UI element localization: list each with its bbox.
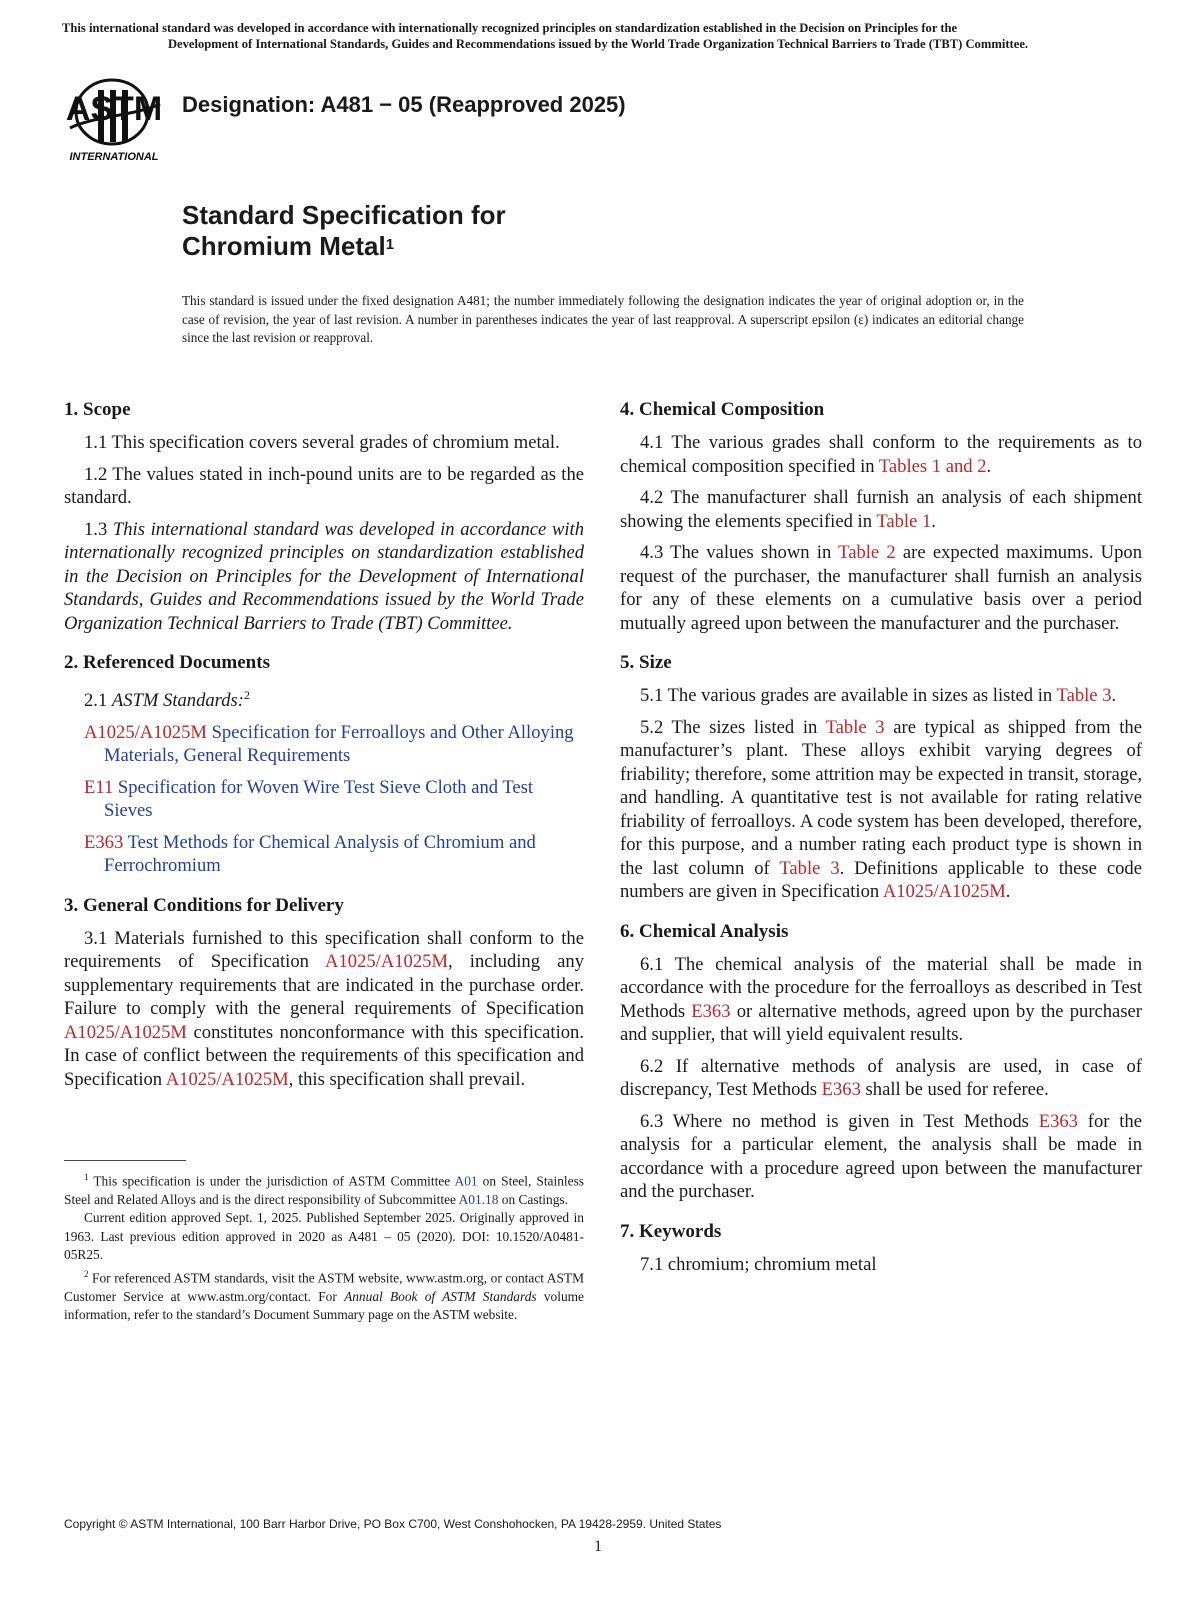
section-heading: 4. Chemical Composition <box>620 399 825 420</box>
table-link[interactable]: Table 3 <box>1056 685 1112 706</box>
text: , including any supplementary requirements that are indicated in the purchase order. Failure to comply with the general requirements of Specification <box>64 951 584 1020</box>
test-method-link[interactable]: E363 <box>1038 1110 1078 1132</box>
section-keywords <box>620 1220 1142 1277</box>
section-scope <box>64 398 584 635</box>
paragraph <box>620 716 1142 904</box>
footnote-mark: 2 <box>84 1268 89 1279</box>
text: on Steel, Stainless Steel and Related Alloys and is the direct responsibility of Subcommittee <box>64 1173 584 1207</box>
title-line-2 <box>182 231 506 262</box>
footnote-mark: 2 <box>243 688 250 702</box>
paragraph <box>64 927 584 1092</box>
title-footnote-mark: 1 <box>385 236 395 253</box>
text: 6.1 The chemical analysis of the material shall be made in accordance with the procedure for the ferroalloys as described in Test Methods <box>620 953 1142 1022</box>
reference-title[interactable]: Test Methods for Chemical Analysis of Chromium and Ferrochromium <box>104 831 536 877</box>
reference-title[interactable]: Specification for Woven Wire Test Sieve Cloth and Test Sieves <box>104 776 534 822</box>
paragraph: 7.1 chromium; chromium metal <box>640 1253 877 1275</box>
table-link[interactable]: Table 3 <box>825 716 885 738</box>
text: This specification is under the jurisdiction of ASTM Committee <box>88 1173 455 1189</box>
paragraph <box>64 684 584 713</box>
text: on Castings. <box>498 1191 568 1207</box>
reference-title[interactable]: Specification for Ferroalloys and Other Alloying Materials, General Requirements <box>104 721 574 767</box>
paragraph <box>620 953 1142 1047</box>
footnote-1 <box>64 1168 584 1209</box>
test-method-link[interactable]: E363 <box>691 1000 731 1022</box>
section-heading: 1. Scope <box>64 399 131 420</box>
reference-link[interactable]: A1025/A1025M <box>84 721 207 743</box>
preamble: This standard is issued under the fixed designation A481; the number immediately following the designation indicates the year of original adoption or, in the case of revision, the year of last revision. A number in parentheses indicates the year of last reapproval. A superscript epsilon (ε) indicates an editorial change since the last revision or reapproval. <box>182 293 1024 345</box>
spec-link[interactable]: A1025/A1025M <box>882 881 1006 902</box>
paragraph <box>620 1110 1142 1204</box>
text: shall be used for referee. <box>860 1079 1049 1100</box>
text: For referenced ASTM standards, visit the ASTM website, www.astm.org, or contact ASTM Customer Service at www.astm.org/contact. For <box>64 1270 584 1304</box>
wto-notice <box>62 20 1134 52</box>
italic-text: This international standard was developed in accordance with internationally recognized principles on standardization established in the Decision on Principles for the Development of International Standards, Guides and Recommendations issued by the World Trade Organization Technical Barriers to Trade (TBT) Committee. <box>64 518 585 634</box>
section-size <box>620 651 1142 904</box>
text: for the analysis for a particular element, the analysis shall be made in accordance with a procedure agreed upon between the manufacturer and the purchaser. <box>620 1110 1142 1202</box>
title-line-1: Standard Specification for <box>182 200 506 230</box>
section-general-conditions <box>64 894 584 1092</box>
text: 5.2 The sizes listed in <box>640 716 826 738</box>
text: 6.2 If alternative methods of analysis are used, in case of discrepancy, Test Methods <box>620 1055 1142 1100</box>
paragraph <box>64 518 584 636</box>
text: or alternative methods, agreed upon by the purchaser and supplier, that will yield equivalent results. <box>620 1000 1142 1045</box>
left-column <box>64 398 584 1107</box>
footnote-divider <box>64 1160 186 1161</box>
astm-logo-icon <box>64 70 168 166</box>
section-referenced-documents <box>64 651 584 878</box>
title-line-2-text: Chromium Metal <box>182 231 386 261</box>
section-heading: 7. Keywords <box>620 1220 722 1242</box>
reference-item <box>64 721 584 768</box>
table-link[interactable]: Tables 1 and 2 <box>878 455 987 477</box>
text: 5.1 The various grades are available in sizes as listed in <box>640 685 1057 706</box>
text: constitutes nonconformance with this specification. In case of conflict between the requirements of this specification and Specification <box>64 1021 584 1090</box>
section-heading: 5. Size <box>620 652 672 673</box>
section-chemical-composition <box>620 398 1142 635</box>
text: . <box>1005 881 1011 902</box>
text: 4.1 The various grades shall conform to the requirements as to chemical composition specified in <box>620 432 1142 477</box>
designation: Designation: A481 − 05 (Reapproved 2025) <box>182 92 626 117</box>
table-link[interactable]: Table 2 <box>838 542 896 563</box>
section-chemical-analysis <box>620 920 1142 1204</box>
italic-text: Annual Book of ASTM Standards <box>344 1288 537 1304</box>
section-heading: 3. General Conditions for Delivery <box>64 894 344 916</box>
copyright-line: Copyright © ASTM International, 100 Barr Harbor Drive, PO Box C700, West Conshohocken, PA 19428-2959. United States <box>64 1517 722 1531</box>
table-link[interactable]: Table 3 <box>779 857 840 879</box>
reference-link[interactable]: E363 <box>84 831 124 853</box>
paragraph-number: 1.3 <box>84 518 113 540</box>
committee-link[interactable]: A01 <box>454 1173 478 1189</box>
paragraph: 1.2 The values stated in inch-pound units are to be regarded as the standard. <box>64 463 584 508</box>
paragraph: 1.1 This specification covers several grades of chromium metal. <box>84 432 560 453</box>
reference-item <box>64 831 584 878</box>
paragraph <box>620 684 1142 708</box>
text: . Definitions applicable to these code numbers are given in Specification <box>620 857 1142 902</box>
subcommittee-link[interactable]: A01.18 <box>458 1191 499 1207</box>
footnotes <box>64 1168 584 1325</box>
footnote-2 <box>64 1265 584 1325</box>
spec-link[interactable]: A1025/A1025M <box>64 1021 187 1043</box>
text: 4.3 The values shown in <box>640 542 839 563</box>
section-heading: 2. Referenced Documents <box>64 652 270 673</box>
paragraph <box>620 486 1142 533</box>
reference-link[interactable]: E11 <box>84 776 114 798</box>
astm-logo <box>64 70 168 166</box>
text: . <box>1111 685 1117 706</box>
italic-text: ASTM Standards: <box>111 690 244 712</box>
logo-subtitle: INTERNATIONAL <box>69 151 159 163</box>
text: 3.1 Materials furnished to this specification shall conform to the requirements of Specification <box>64 927 584 973</box>
paragraph-number: 2.1 <box>84 690 112 712</box>
text: volume information, refer to the standard’s Document Summary page on the ASTM website. <box>64 1288 584 1323</box>
logo-wordmark: ASTM <box>65 90 163 128</box>
page-number: 1 <box>594 1538 602 1555</box>
text: are expected maximums. Upon request of the purchaser, the manufacturer shall furnish an analysis for any of these elements on a cumulative basis over a period mutually agreed upon between the manufacturer and the purchaser. <box>620 542 1142 634</box>
document-title <box>182 200 506 262</box>
right-column <box>620 398 1142 1292</box>
footnote-1-edition: Current edition approved Sept. 1, 2025. Published September 2025. Originally approved in 1963. Last previous edition approved in 2020 as A481 – 05 (2020). DOI: 10.1520/A0481-05R25. <box>64 1210 584 1263</box>
paragraph <box>620 1055 1142 1102</box>
text: . <box>986 455 992 477</box>
section-heading: 6. Chemical Analysis <box>620 920 789 942</box>
text: 4.2 The manufacturer shall furnish an analysis of each shipment showing the elements specified in <box>620 487 1142 532</box>
text: . <box>931 510 936 532</box>
test-method-link[interactable]: E363 <box>821 1079 861 1100</box>
paragraph <box>620 541 1142 635</box>
text: are typical as shipped from the manufacturer’s plant. These alloys exhibit varying degrees of friability; therefore, some attrition may be expected in transit, storage, and handling. A quantitative test is not available for rating relative friability of ferroalloys. A code system has been developed, therefore, for this purpose, and a number rating each product type is shown in the last column of <box>620 716 1142 879</box>
text: 6.3 Where no method is given in Test Methods <box>640 1110 1039 1132</box>
wto-notice-line-2: Development of International Standards, Guides and Recommendations issued by the World Trade Organization Technical Barriers to Trade (TBT) Committee. <box>167 37 1029 51</box>
text: , this specification shall prevail. <box>288 1068 526 1090</box>
reference-item <box>64 776 584 823</box>
paragraph <box>620 431 1142 478</box>
table-link[interactable]: Table 1 <box>876 510 932 532</box>
spec-link[interactable]: A1025/A1025M <box>165 1068 289 1090</box>
footnote-mark: 1 <box>84 1172 89 1182</box>
wto-notice-line-1: This international standard was developed in accordance with internationally recognized principles on standardization established in the Decision on Principles for the <box>62 21 958 35</box>
spec-link[interactable]: A1025/A1025M <box>325 951 448 973</box>
